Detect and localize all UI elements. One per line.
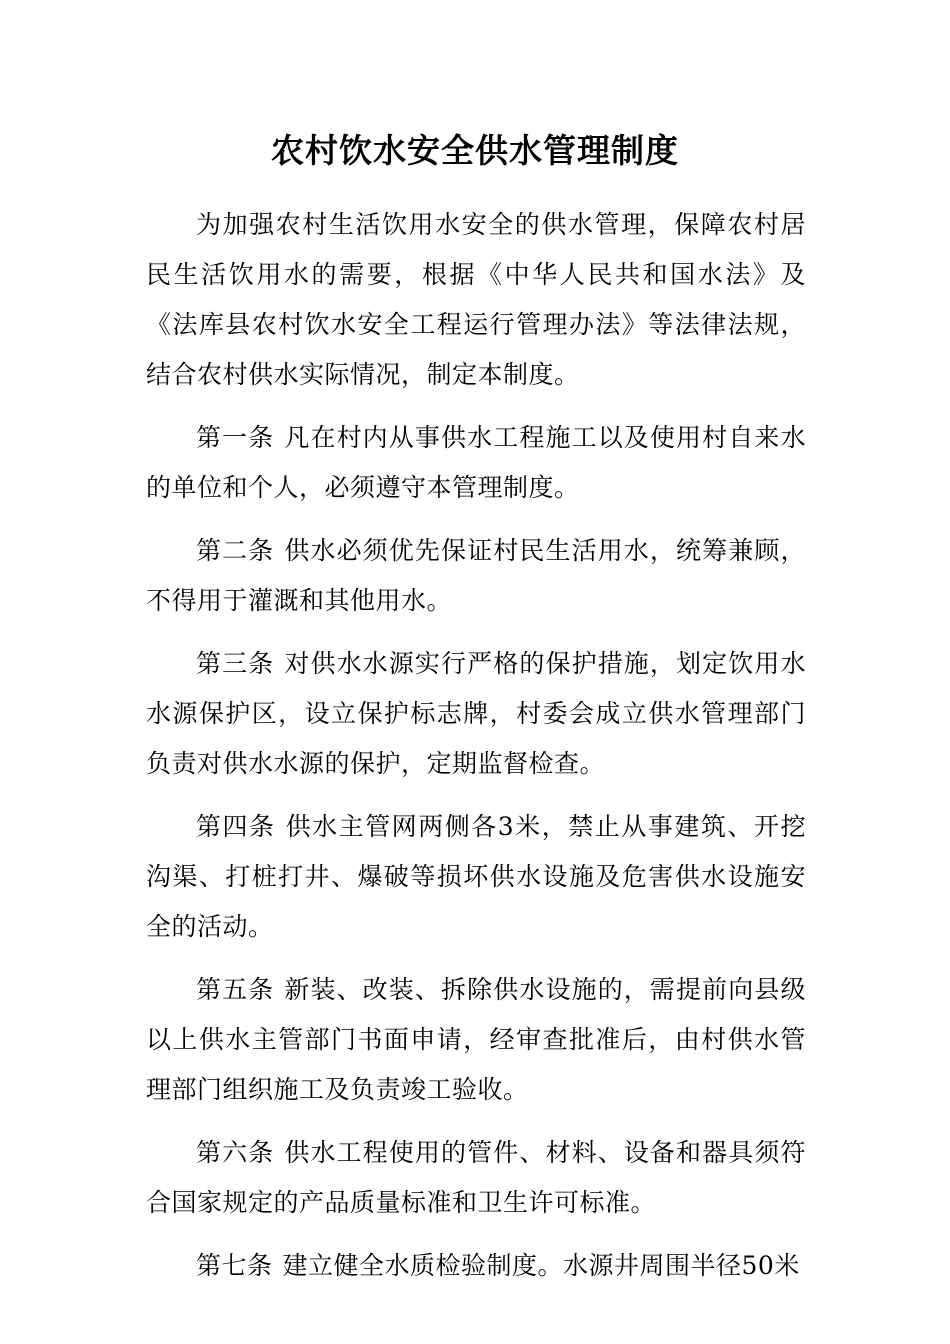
article-7-paragraph (146, 1241, 806, 1291)
article-1-text: 凡在村内从事供水工程施工以及使用村自来水的单位和个人，必须遵守本管理制度。 (146, 423, 806, 502)
article-6-number: 第六条 (196, 1138, 275, 1167)
article-5-text: 新装、改装、拆除供水设施的，需提前向县级以上供水主管部门书面申请，经审查批准后，由村供水管理部门组织施工及负责竣工验收。 (146, 975, 806, 1104)
article-5-number: 第五条 (196, 975, 275, 1004)
preamble-paragraph: 为加强农村生活饮用水安全的供水管理，保障农村居民生活饮用水的需要，根据《中华人民共和国水法》及《法库县农村饮水安全工程运行管理办法》等法律法规，结合农村供水实际情况，制定本制度。 (146, 210, 806, 389)
document-title: 农村饮水安全供水管理制度 (271, 131, 679, 170)
article-6-text: 供水工程使用的管件、材料、设备和器具须符合国家规定的产品质量标准和卫生许可标准。 (146, 1138, 806, 1217)
article-5-paragraph (146, 965, 806, 1115)
article-3-text: 对供水水源实行严格的保护措施，划定饮用水水源保护区，设立保护标志牌，村委会成立供水管理部门负责对供水水源的保护，定期监督检查。 (146, 649, 806, 778)
article-2-number: 第二条 (196, 536, 275, 565)
article-2-text: 供水必须优先保证村民生活用水，统筹兼顾，不得用于灌溉和其他用水。 (146, 536, 806, 615)
article-4-number: 第四条 (196, 812, 276, 841)
article-3-number: 第三条 (196, 649, 275, 678)
article-3-paragraph (146, 639, 806, 789)
article-1-paragraph (146, 413, 806, 513)
article-4-text: 供水主管网两侧各3米，禁止从事建筑、开挖沟渠、打桩打井、爆破等损坏供水设施及危害供水设施安全的活动。 (146, 812, 806, 941)
article-7-text: 建立健全水质检验制度。水源井周围半径50米 (282, 1251, 800, 1280)
article-1-number: 第一条 (196, 423, 275, 452)
article-7-number: 第七条 (196, 1251, 273, 1280)
document-body (146, 200, 806, 1304)
article-2-paragraph (146, 526, 806, 626)
article-4-paragraph (146, 802, 806, 952)
article-6-paragraph (146, 1128, 806, 1228)
